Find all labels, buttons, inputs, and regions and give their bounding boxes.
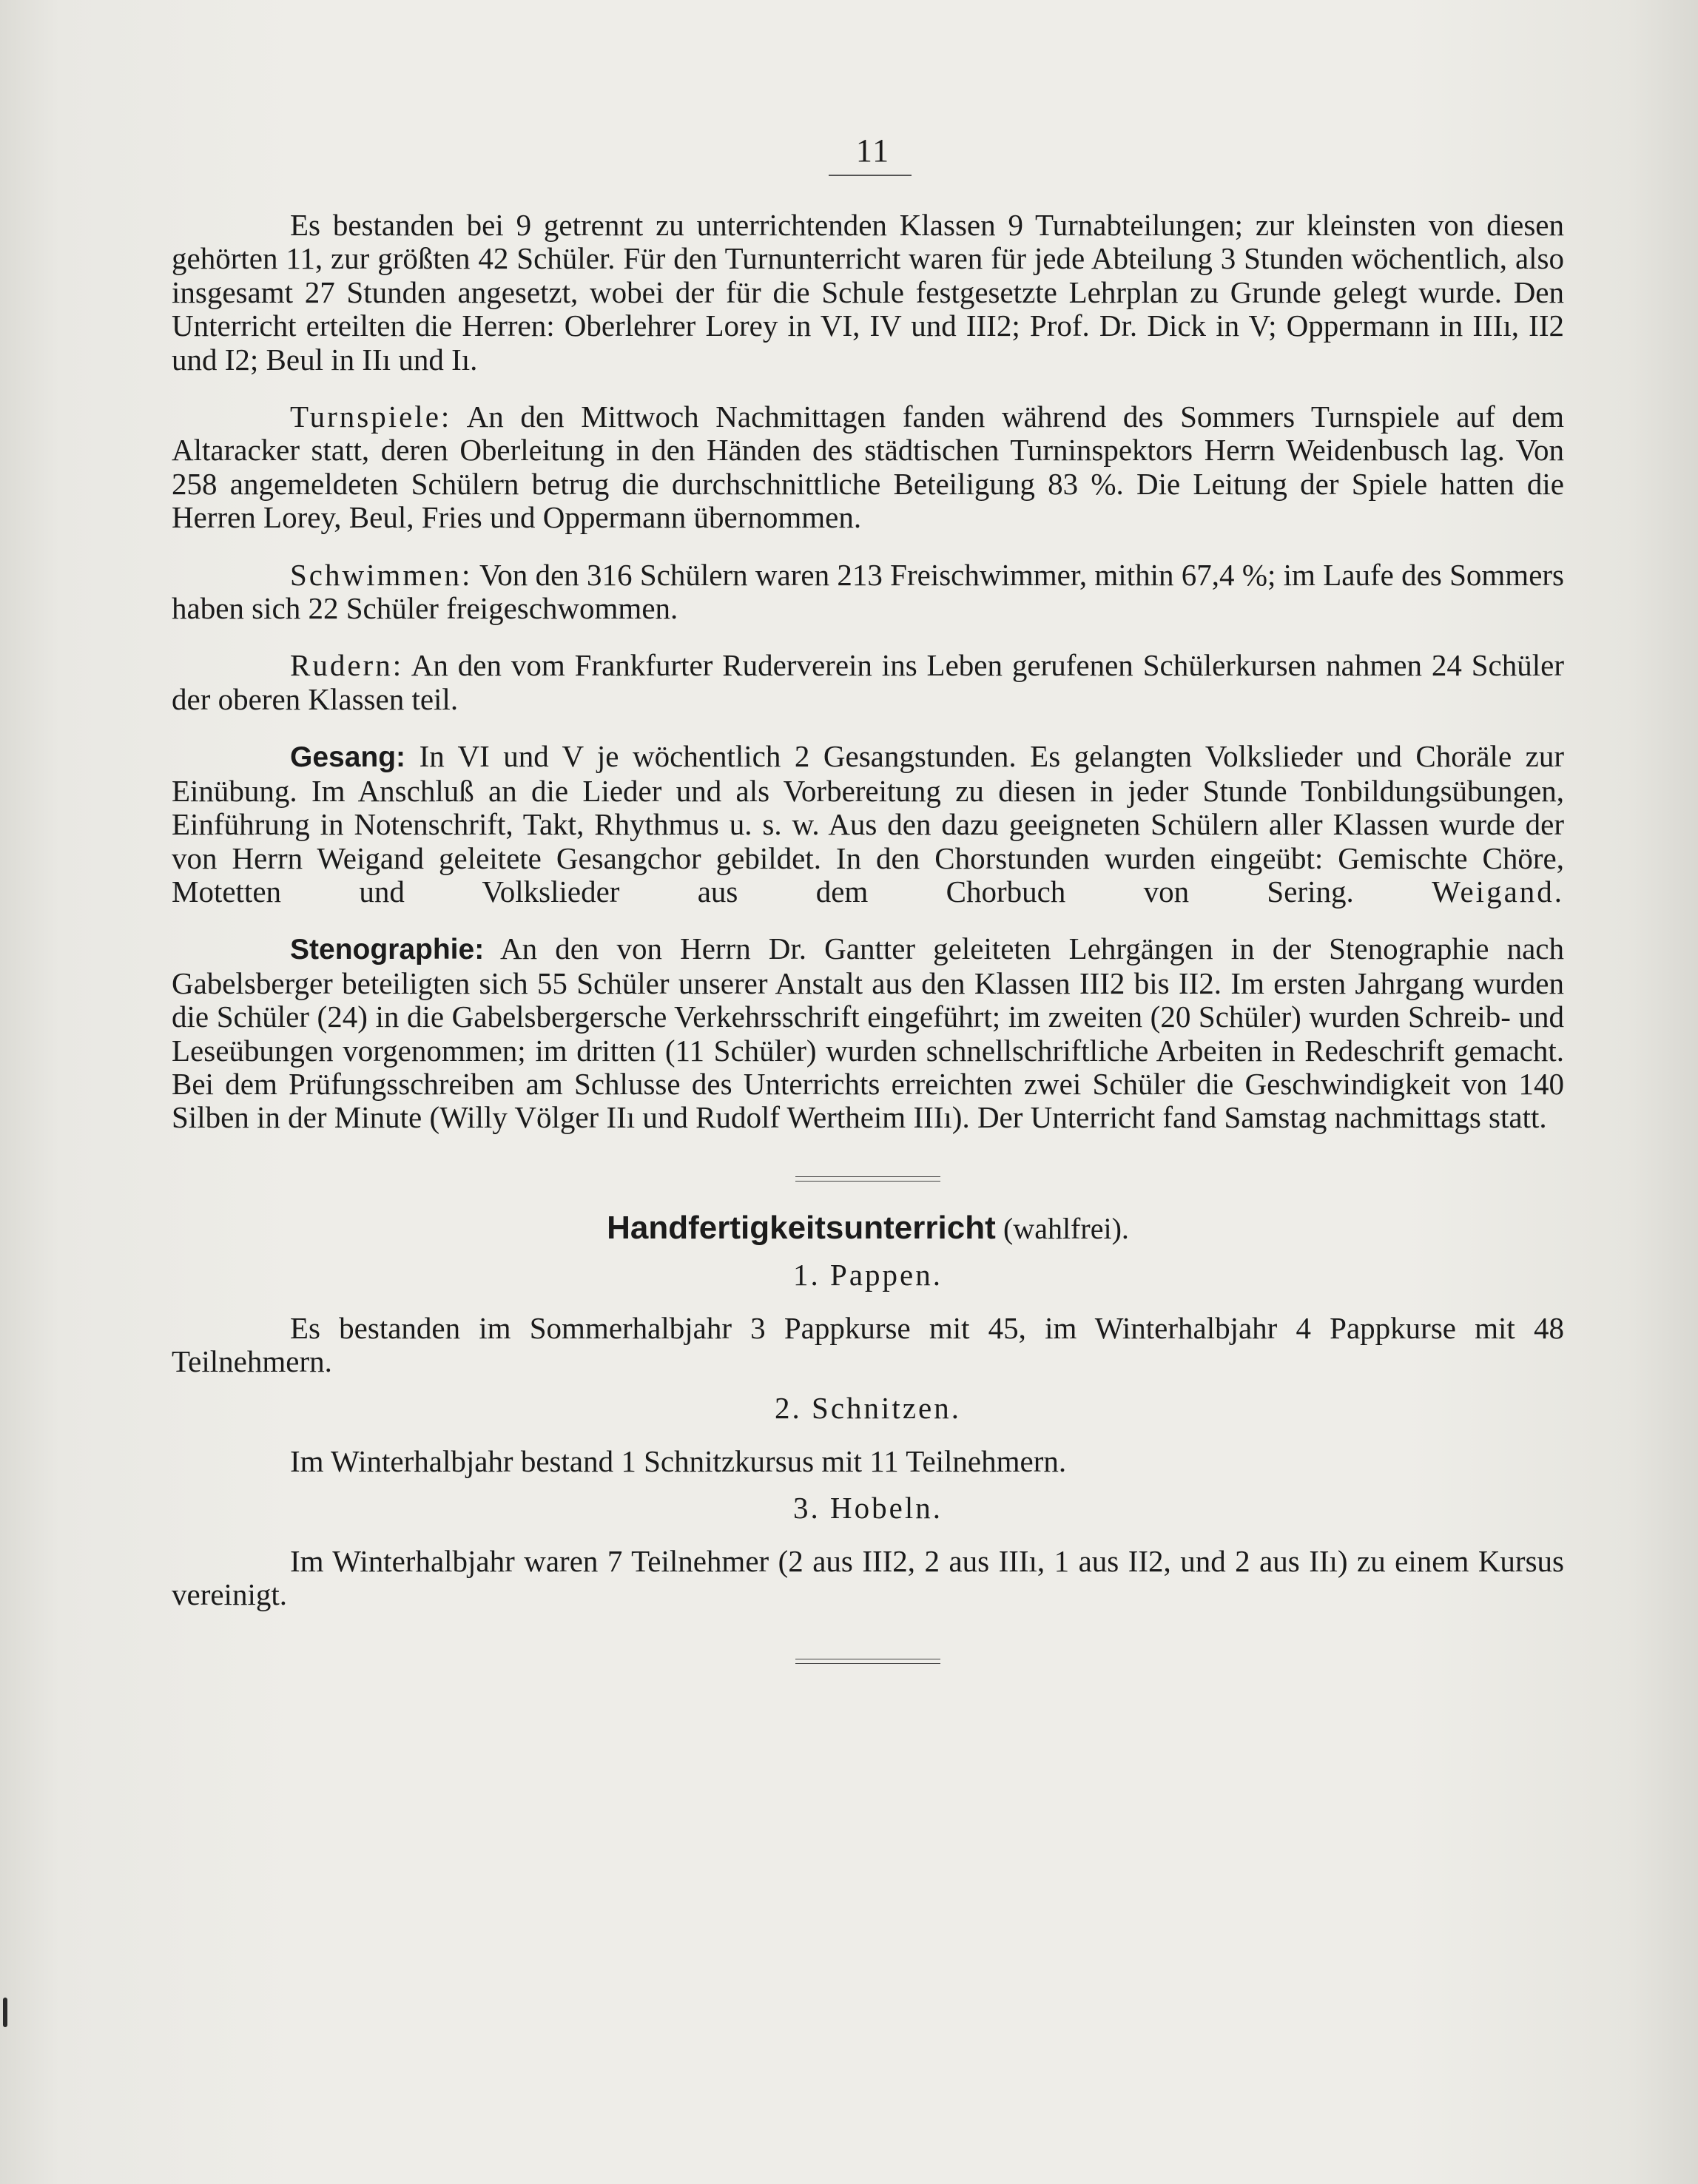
pappen-heading: 1. Pappen. [793, 1258, 943, 1292]
turnspiele-label: Turnspiele: [290, 400, 452, 434]
schwimmen-label: Schwimmen: [290, 557, 473, 592]
stenographie-text: An den von Herrn Dr. Gantter geleiteten Lehrgängen in der Stenographie nach Gabelsberger beteiligten sich 55 Schüler unserer Anstalt aus den Klassen III2 bis II2. Im ersten Jahrgang wurden die Schüler (24) in die Gabelsbergersche Verkehrsschrift eingeführt; im zweiten (20 Schüler) wurden Schreib- und Leseübungen vorgenommen; im dritten (11 Schüler) wurden schnellschriftliche Arbeiten in Redeschrift gemacht. Bei dem Prüfungsschreiben am Schlusse des Unterrichts erreichten zwei Schüler die Geschwindigkeit von 140 Silben in der Minute (Willy Völger IIı und Rudolf Wertheim IIIı). Der Unterricht fand Samstag nachmittags statt. [172, 931, 1564, 1135]
page-body [172, 209, 1564, 1664]
stenographie-paragraph [172, 932, 1564, 1134]
page-number-rule [829, 175, 912, 176]
handfertigkeit-subtitle: (wahlfrei). [1003, 1211, 1129, 1245]
handfertigkeit-title: Handfertigkeitsunterricht [607, 1209, 996, 1246]
stenographie-label: Stenographie: [290, 934, 485, 966]
gesang-text: In VI und V je wöchentlich 2 Gesangstunden. Es gelangten Volkslieder und Choräle zur Einübung. Im Anschluß an die Lieder und als Vorbereitung zu diesen in jeder Stunde Tonbildungsübungen, Einführung in Notenschrift, Takt, Rhythmus u. s. w. Aus den dazu geeigneten Schülern aller Klassen wurde der von Herrn Weigand geleitete Gesangchor gebildet. In den Chorstunden wurden eingeübt: Gemischte Chöre, Motetten und Volkslieder aus dem Chorbuch von Sering. [172, 739, 1565, 909]
rudern-text: An den vom Frankfurter Ruderverein ins Leben gerufenen Schülerkursen nahmen 24 Schüler der oberen Klassen teil. [172, 648, 1564, 716]
gesang-paragraph [172, 740, 1564, 909]
schnitzen-paragraph: Im Winterhalbjahr bestand 1 Schnitzkursus mit 11 Teilnehmern. [290, 1443, 1067, 1478]
turnspiele-paragraph [172, 400, 1564, 535]
rudern-label: Rudern: [290, 648, 404, 683]
gesang-signature: Weigand. [1432, 874, 1565, 909]
schnitzen-heading: 2. Schnitzen. [775, 1391, 961, 1426]
scan-edge-mark [3, 1998, 7, 2027]
schwimmen-paragraph [172, 559, 1564, 626]
page-number: 11 [855, 132, 891, 169]
hobeln-paragraph: Im Winterhalbjahr waren 7 Teilnehmer (2 aus III2, 2 aus IIIı, 1 aus II2, und 2 aus IIı) zu einem Kursus vereinigt. [172, 1543, 1564, 1611]
gesang-label: Gesang: [290, 741, 406, 774]
hobeln-heading: 3. Hobeln. [793, 1491, 943, 1526]
turnunterricht-paragraph: Es bestanden bei 9 getrennt zu unterrichtenden Klassen 9 Turnabteilungen; zur kleinsten von diesen gehörten 11, zur größten 42 Schüler. Für den Turnunterricht waren für jede Abteilung 3 Stunden wöchentlich, also insgesamt 27 Stunden angesetzt, wobei der für die Schule festgesetzte Lehrplan zu Grunde gelegt wurde. Den Unterricht erteilten die Herren: Oberlehrer Lorey in VI, IV und III2; Prof. Dr. Dick in V; Oppermann in IIIı, II2 und I2; Beul in IIı und Iı. [172, 208, 1564, 377]
schwimmen-text: Von den 316 Schülern waren 213 Freischwimmer, mithin 67,4 %; im Laufe des Sommers haben sich 22 Schüler freigeschwommen. [172, 557, 1564, 626]
section-divider [795, 1176, 940, 1182]
pappen-paragraph: Es bestanden im Sommerhalbjahr 3 Pappkurse mit 45, im Winterhalbjahr 4 Pappkurse mit 48 Teilnehmern. [172, 1310, 1564, 1378]
turnspiele-text: An den Mittwoch Nachmittagen fanden während des Sommers Turnspiele auf dem Altaracker statt, deren Oberleitung in den Händen des städtischen Turninspektors Herrn Weidenbusch lag. Von 258 angemeldeten Schülern betrug die durchschnittliche Beteiligung 83 %. Die Leitung der Spiele hatten die Herren Lorey, Beul, Fries und Oppermann übernommen. [172, 400, 1564, 535]
rudern-paragraph [172, 649, 1564, 716]
handfertigkeit-heading [172, 1211, 1564, 1245]
end-divider [795, 1659, 940, 1664]
